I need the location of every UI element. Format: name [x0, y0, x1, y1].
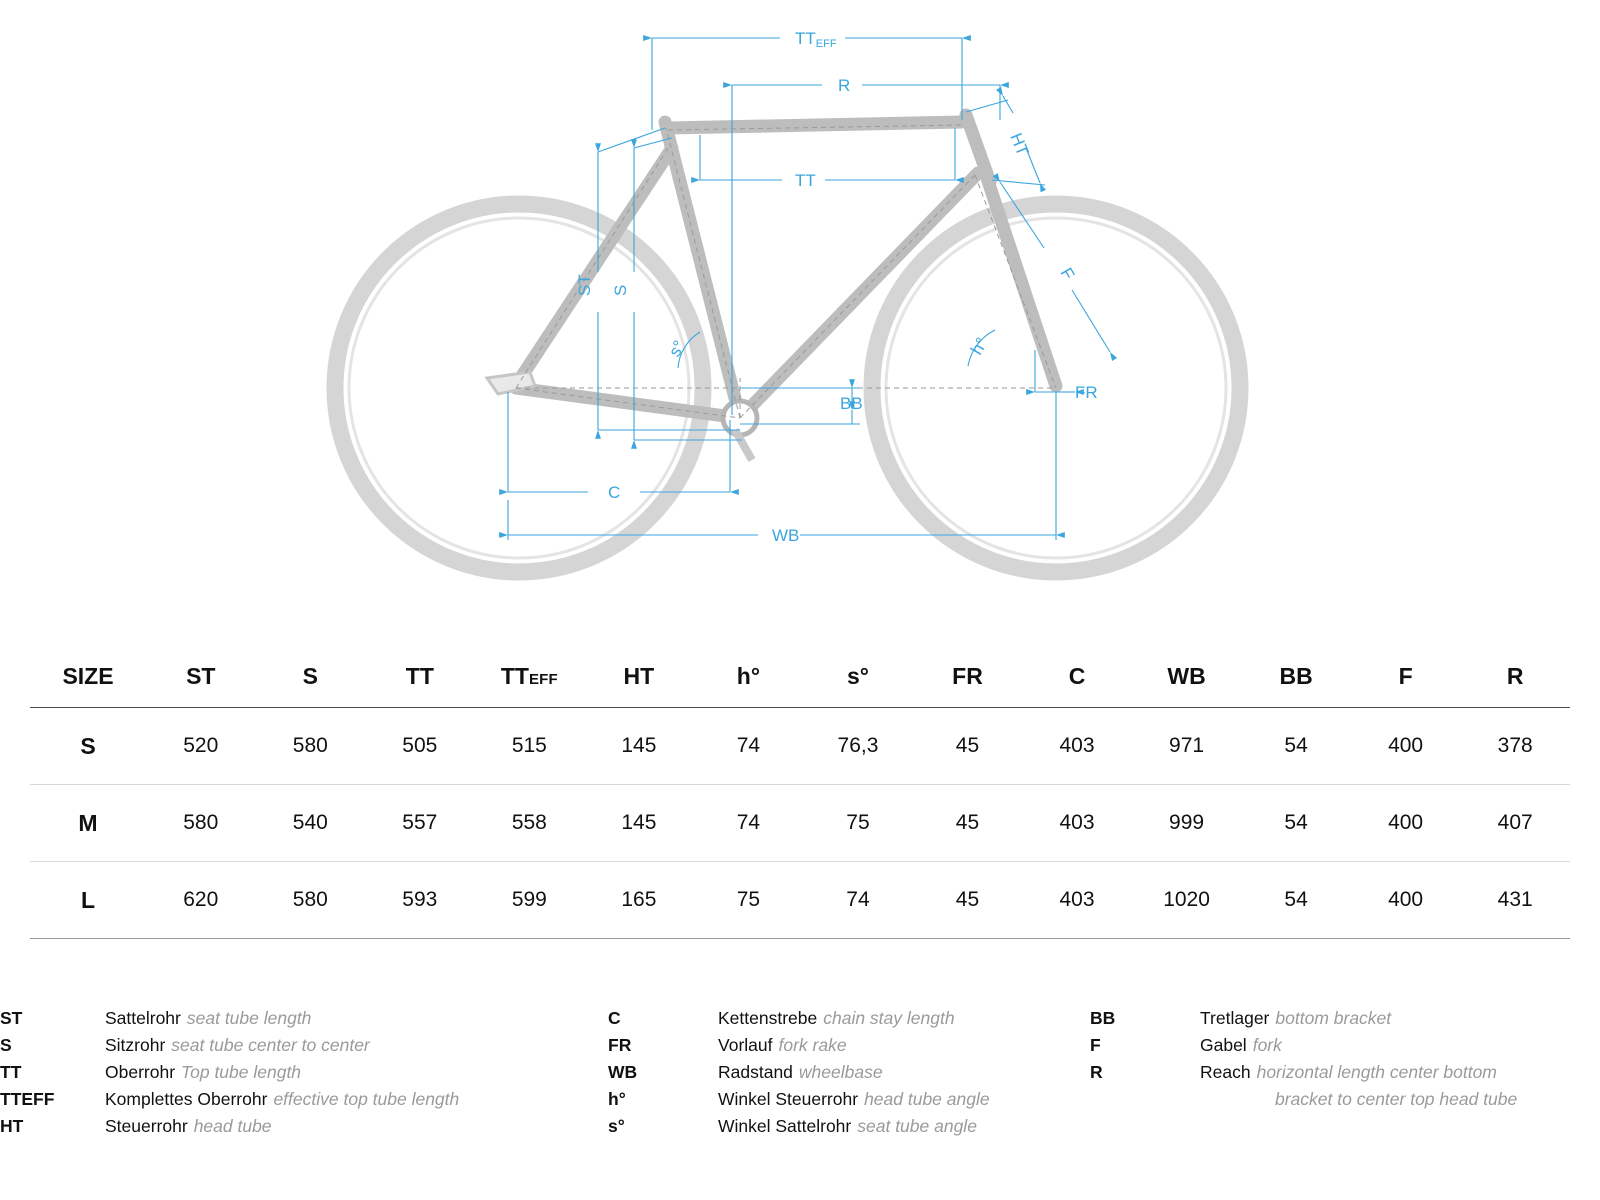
legend-term-en: bottom bracket — [1275, 1008, 1392, 1028]
cell-wb: 971 — [1132, 708, 1242, 785]
column-header-bb: BB — [1241, 645, 1351, 708]
cell-h-deg: 74 — [694, 708, 804, 785]
cell-h-deg: 75 — [694, 862, 804, 939]
geometry-table — [30, 645, 1570, 939]
legend-term-en: head tube angle — [864, 1089, 990, 1109]
cell-r: 431 — [1460, 862, 1570, 939]
legend-term-de: Winkel Sattelrohr — [718, 1116, 852, 1136]
label-ht: HT — [1006, 130, 1033, 159]
cell-fr: 45 — [913, 708, 1023, 785]
table-row — [30, 708, 1570, 785]
cell-wb: 1020 — [1132, 862, 1242, 939]
legend-abbr: TT — [0, 1062, 22, 1082]
legend-term-en: head tube — [193, 1116, 272, 1136]
legend-abbr: S — [0, 1035, 12, 1055]
cell-fr: 45 — [913, 785, 1023, 862]
legend-term-de: Oberrohr — [105, 1062, 176, 1082]
legend-term-de: Radstand — [718, 1062, 793, 1082]
column-header-r: R — [1460, 645, 1570, 708]
geometry-table-container — [30, 645, 1570, 939]
legend-abbr: BB — [1090, 1008, 1116, 1028]
legend-term-de: Tretlager — [1200, 1008, 1270, 1028]
legend-term-en: chain stay length — [823, 1008, 955, 1028]
label-tt: TT — [795, 171, 816, 190]
legend-item — [1090, 1032, 1600, 1059]
legend-abbr: FR — [608, 1035, 632, 1055]
cell-ht: 145 — [584, 708, 694, 785]
legend-item — [608, 1005, 1078, 1032]
cell-r: 378 — [1460, 708, 1570, 785]
legend-term-en: effective top tube length — [273, 1089, 460, 1109]
cell-tt: 557 — [365, 785, 475, 862]
table-body — [30, 708, 1570, 939]
label-s: S — [611, 284, 630, 296]
legend-term-en: wheelbase — [798, 1062, 883, 1082]
table-row — [30, 785, 1570, 862]
legend-abbr: WB — [608, 1062, 638, 1082]
legend-term-de: Winkel Steuerrohr — [718, 1089, 859, 1109]
cell-tt: 593 — [365, 862, 475, 939]
label-s-deg: s° — [665, 337, 690, 360]
legend-item — [0, 1113, 590, 1140]
legend-term-en: horizontal length center bottom — [1256, 1062, 1497, 1082]
legend-item — [608, 1113, 1078, 1140]
legend-item — [0, 1059, 590, 1086]
cell-tteff: 515 — [475, 708, 585, 785]
cell-h-deg: 74 — [694, 785, 804, 862]
legend-term-en: seat tube angle — [857, 1116, 977, 1136]
legend-column-3 — [1090, 1005, 1600, 1113]
legend-item — [1090, 1059, 1600, 1086]
label-fr: FR — [1075, 383, 1098, 402]
legend-term-de: Vorlauf — [718, 1035, 773, 1055]
label-h-deg: h° — [967, 334, 992, 358]
legend-term-en: seat tube length — [186, 1008, 312, 1028]
legend-abbr: F — [1090, 1035, 1101, 1055]
cell-tteff: 599 — [475, 862, 585, 939]
cell-s: 540 — [256, 785, 366, 862]
label-tt-eff: TTEFF — [795, 29, 837, 50]
cell-tteff: 558 — [475, 785, 585, 862]
column-header-fr: FR — [913, 645, 1023, 708]
legend-item — [608, 1086, 1078, 1113]
cell-s: 580 — [256, 862, 366, 939]
legend-column-1 — [0, 1005, 590, 1140]
legend-term-de: Gabel — [1200, 1035, 1247, 1055]
table-header — [30, 645, 1570, 708]
legend-item — [608, 1059, 1078, 1086]
legend-column-2 — [608, 1005, 1078, 1140]
cell-ht: 145 — [584, 785, 694, 862]
cell-c: 403 — [1022, 708, 1132, 785]
cell-bb: 54 — [1241, 862, 1351, 939]
label-st: ST — [575, 274, 594, 296]
legend-item — [0, 1005, 590, 1032]
legend-term-de: Sitzrohr — [105, 1035, 166, 1055]
cell-wb: 999 — [1132, 785, 1242, 862]
cell-c: 403 — [1022, 785, 1132, 862]
cell-bb: 54 — [1241, 708, 1351, 785]
legend-term-de: Steuerrohr — [105, 1116, 188, 1136]
cell-s: 580 — [256, 708, 366, 785]
label-wb: WB — [772, 526, 800, 545]
cell-size: S — [30, 708, 146, 785]
legend-abbr: s° — [608, 1116, 625, 1136]
legend-abbr: ST — [0, 1008, 23, 1028]
column-header-h-deg: h° — [694, 645, 804, 708]
label-r: R — [838, 76, 851, 95]
cell-f: 400 — [1351, 862, 1461, 939]
column-header-ht: HT — [584, 645, 694, 708]
legend-abbr: h° — [608, 1089, 626, 1109]
cell-tt: 505 — [365, 708, 475, 785]
table-header-row — [30, 645, 1570, 708]
cell-f: 400 — [1351, 785, 1461, 862]
column-header-st: ST — [146, 645, 256, 708]
legend-item — [1090, 1005, 1600, 1032]
legend-term-de: Komplettes Oberrohr — [105, 1089, 268, 1109]
cell-st: 520 — [146, 708, 256, 785]
cell-s-deg: 76,3 — [803, 708, 913, 785]
cell-s-deg: 75 — [803, 785, 913, 862]
cell-s-deg: 74 — [803, 862, 913, 939]
cell-r: 407 — [1460, 785, 1570, 862]
legend-term-en: fork — [1252, 1035, 1282, 1055]
table-row — [30, 862, 1570, 939]
legend-item — [0, 1032, 590, 1059]
legend-term-en: seat tube center to center — [171, 1035, 370, 1055]
legend-term-de: Sattelrohr — [105, 1008, 181, 1028]
cell-fr: 45 — [913, 862, 1023, 939]
label-bb: BB — [840, 394, 863, 413]
legend-term-continuation: bracket to center top head tube — [1275, 1089, 1518, 1109]
legend-abbr: HT — [0, 1116, 24, 1136]
column-header-tteff: TTEFF — [475, 645, 585, 708]
cell-size: L — [30, 862, 146, 939]
cell-bb: 54 — [1241, 785, 1351, 862]
legend-item — [0, 1086, 590, 1113]
cell-st: 620 — [146, 862, 256, 939]
legend-term-en: Top tube length — [181, 1062, 302, 1082]
column-header-tt: TT — [365, 645, 475, 708]
legend-abbr: TTEFF — [0, 1089, 55, 1109]
cell-st: 580 — [146, 785, 256, 862]
legend-term-de: Reach — [1200, 1062, 1251, 1082]
column-header-s-deg: s° — [803, 645, 913, 708]
column-header-c: C — [1022, 645, 1132, 708]
frame-tubes — [516, 115, 1056, 418]
cell-f: 400 — [1351, 708, 1461, 785]
cell-size: M — [30, 785, 146, 862]
legend-abbr: R — [1090, 1062, 1103, 1082]
column-header-wb: WB — [1132, 645, 1242, 708]
legend-term-de: Kettenstrebe — [718, 1008, 818, 1028]
label-c: C — [608, 483, 621, 502]
legend-abbr: C — [608, 1008, 621, 1028]
cell-c: 403 — [1022, 862, 1132, 939]
column-header-size: SIZE — [30, 645, 146, 708]
column-header-f: F — [1351, 645, 1461, 708]
legend-term-en: fork rake — [778, 1035, 847, 1055]
cell-ht: 165 — [584, 862, 694, 939]
legend-item — [608, 1032, 1078, 1059]
label-f: F — [1056, 264, 1079, 283]
column-header-s: S — [256, 645, 366, 708]
